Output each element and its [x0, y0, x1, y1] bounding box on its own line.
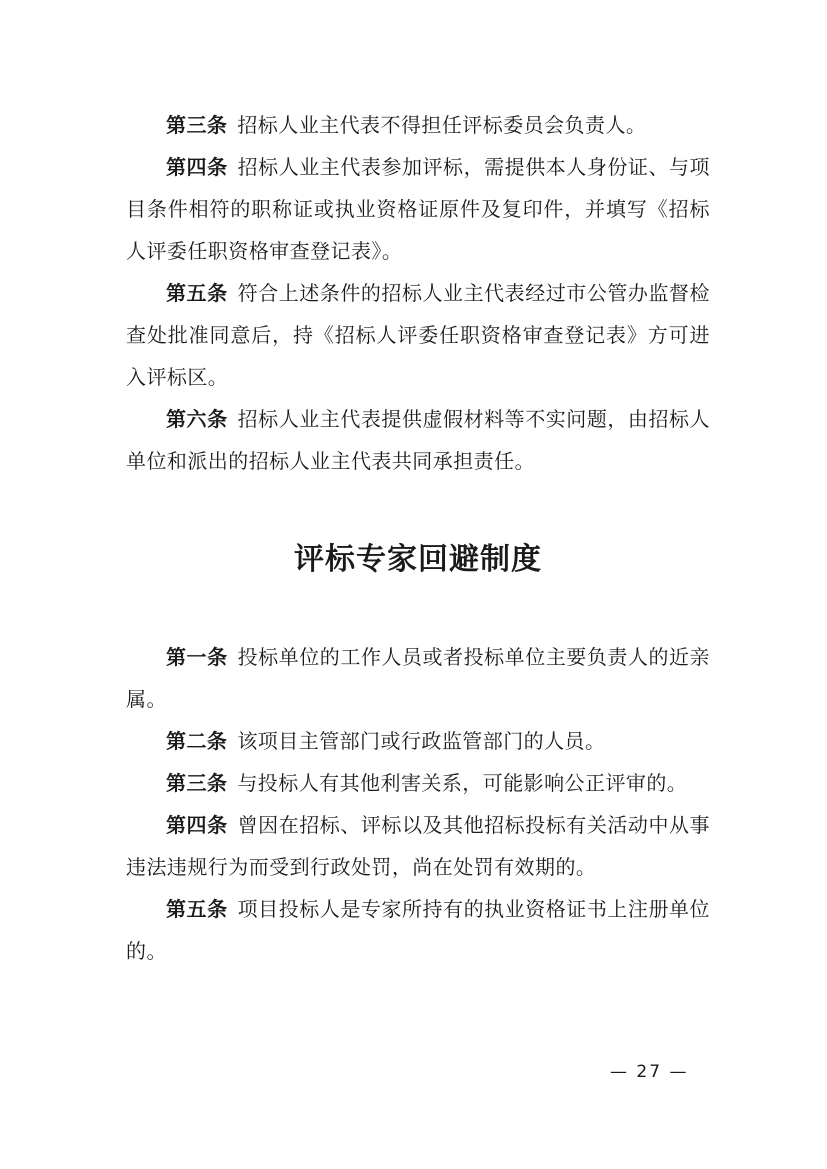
article-label: 第四条 [166, 155, 228, 179]
article [126, 104, 710, 146]
article-text: 曾因在招标、评标以及其他招标投标有关活动中从事违法违规行为而受到行政处罚，尚在处罚有效期的。 [126, 813, 710, 879]
article [126, 146, 710, 272]
section-2-articles [126, 636, 710, 972]
article-label: 第三条 [166, 113, 228, 137]
article-label: 第六条 [166, 407, 228, 431]
article [126, 272, 710, 398]
article-text: 投标单位的工作人员或者投标单位主要负责人的近亲属。 [126, 645, 710, 711]
section-1-articles [126, 104, 710, 482]
article [126, 636, 710, 720]
article-text: 招标人业主代表参加评标，需提供本人身份证、与项目条件相符的职称证或执业资格证原件及复印件，并填写《招标人评委任职资格审查登记表》。 [126, 155, 710, 263]
page-number: — 27 — [610, 1062, 689, 1082]
article [126, 720, 710, 762]
article-label: 第三条 [166, 771, 228, 795]
article-text: 招标人业主代表提供虚假材料等不实问题，由招标人单位和派出的招标人业主代表共同承担责任。 [126, 407, 710, 473]
article-label: 第四条 [166, 813, 228, 837]
article-text: 该项目主管部门或行政监管部门的人员。 [237, 729, 606, 753]
article-text: 与投标人有其他利害关系，可能影响公正评审的。 [237, 771, 688, 795]
article-label: 第二条 [166, 729, 228, 753]
document-page [126, 104, 710, 972]
article-text: 项目投标人是专家所持有的执业资格证书上注册单位的。 [126, 897, 710, 963]
article-label: 第一条 [166, 645, 228, 669]
article-text: 招标人业主代表不得担任评标委员会负责人。 [237, 113, 647, 137]
article-label: 第五条 [166, 897, 228, 921]
article [126, 398, 710, 482]
article-label: 第五条 [166, 281, 228, 305]
article [126, 762, 710, 804]
article-text: 符合上述条件的招标人业主代表经过市公管办监督检查处批准同意后，持《招标人评委任职资格审查登记表》方可进入评标区。 [126, 281, 710, 389]
article [126, 804, 710, 888]
article [126, 888, 710, 972]
section-title: 评标专家回避制度 [294, 542, 542, 577]
